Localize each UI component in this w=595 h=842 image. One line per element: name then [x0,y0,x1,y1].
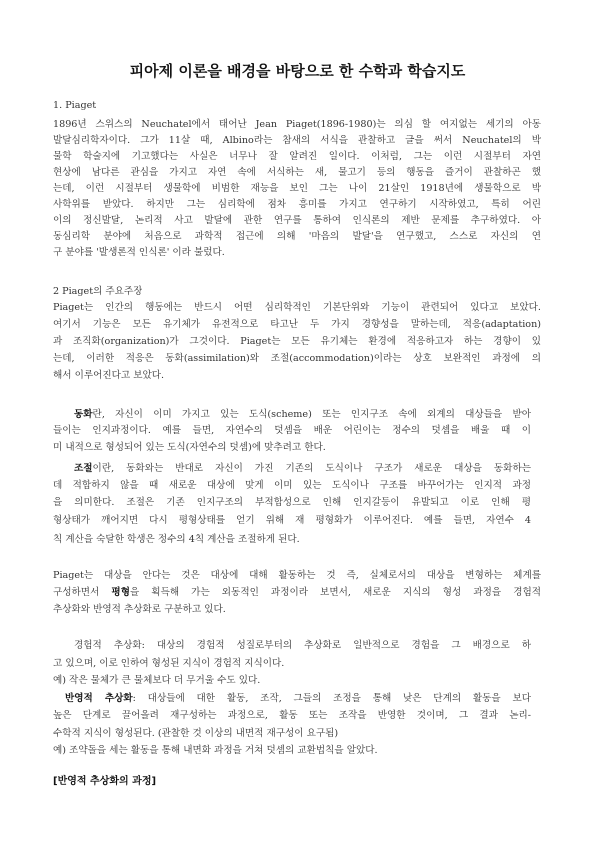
paragraph-line: 1896년 스위스의 Neuchatel에서 태어난 Jean Piaget(1896-1980)는 의심 할 여지없는 세기의 아동 [53,119,541,130]
paragraph-line: 들이는 인지과정이다. 예를 들면, 자연수의 덧셈을 배운 어린이는 정수의 덧셈을 배울 때 이 [53,425,531,436]
paragraph-line: 수학적 지식이 형성된다. (관찰한 것 이상의 내면적 재구성이 요구됨) [53,728,339,739]
section-heading-piaget: 1. Piaget [53,100,97,111]
paragraph-line: 높은 단계로 끌어올려 재구성하는 과정으로, 활동 또는 조작을 반영한 것이며, 그 결과 논리- [53,710,531,721]
equilibrium-line [53,584,541,598]
empirical-abstraction-line: 경험적 추상화: 대상의 경험적 성질로부터의 추상화로 일반적으로 경험을 그 배경으로 하 [74,640,531,651]
paragraph-line: 고 있으며, 이로 인하여 형성된 지식이 경험적 지식이다. [53,658,285,669]
paragraph-line: 사학위를 받았다. 하지만 그는 심리학에 점차 흥미를 가지고 연구하기 시작하였고, 특히 어린 [53,199,541,210]
reflective-abstraction-text: : 대상들에 대한 활동, 조작, 그들의 조정을 통해 낮은 단계의 활동을 보다 [132,693,531,704]
paragraph-line: 동심리학 분야에 처음으로 과학적 접근에 의해 '마음의 발달'을 연구했고, 스스로 자신의 연 [53,231,541,242]
keyword-equilibrium: 평형 [111,587,130,598]
paragraph-line: 칙 계산을 숙달한 학생은 정수의 4칙 계산을 조절하게 된다. [53,534,300,545]
accommodation-line [74,460,531,474]
keyword-accommodation: 조절 [74,463,93,474]
paragraph-line: 현상에 남다른 관심을 가지고 자연 속에 서식하는 새, 물고기 등의 행동을 즐거이 관찰하곤 했 [53,167,541,178]
assimilation-line [74,406,531,420]
equilibrium-text-a: 구성하면서 [53,587,112,598]
keyword-reflective-abstraction: 반영적 추상화 [65,693,133,704]
paragraph-line: 미 내적으로 형성되어 있는 도식(자연수의 덧셈)에 맞추려고 한다. [53,442,326,453]
equilibrium-text-b: 을 획득해 가는 외동적인 과정이라 보면서, 새로운 지식의 형성 과정을 경험적 [129,587,541,598]
paragraph-line: 물학 학술지에 기고했다는 사실은 너무나 잘 알려진 일이다. 이처럼, 그는 이런 시절부터 자연 [53,151,541,162]
paragraph-line: 형상태가 깨어지면 다시 평형상태를 얻기 위해 재 평형화가 이루어진다. 예를 들면, 자연수 4 [53,515,531,526]
keyword-assimilation: 동화 [74,409,93,420]
example-line: 예) 조약돌을 세는 활동을 통해 내면화 과정을 거쳐 덧셈의 교환법칙을 알았다. [53,745,378,756]
paragraph-line: 는데, 이런 시절부터 생물학에 비범한 재능을 보인 그는 나이 21살인 1918년에 생물학으로 박 [53,183,541,194]
page-title: 피아제 이론을 배경을 바탕으로 한 수학과 학습지도 [129,62,466,80]
assimilation-text: 란, 자신이 이미 가지고 있는 도식(scheme) 또는 인지구조 속에 외계의 대상들을 받아 [92,409,531,420]
paragraph-line: 데 적합하지 않을 때 새로운 대상에 맞게 이미 있는 도식이나 구조를 바꾸어가는 인지적 과정 [53,480,531,491]
paragraph-line: 발달심리학자이다. 그가 11살 때, Albino라는 참새의 서식을 관찰하고 글을 써서 Neuchatel의 박 [53,135,541,146]
paragraph-line: 을 의미한다. 조절은 기존 인지구조의 부적합성으로 인해 인지갈등이 유발되고 이로 인해 평 [53,497,531,508]
section-heading-reflective-process: [반영적 추상화의 과정] [53,776,157,787]
paragraph-line: 여기서 기능은 모든 유기체가 유전적으로 타고난 두 가지 경향성을 말하는데, 적응(adaptation) [53,319,541,330]
paragraph-line: 는데, 이러한 적응은 동화(assimilation)와 조절(accommodation)이라는 상호 보완적인 과정에 의 [53,353,541,364]
reflective-abstraction-line [65,690,531,704]
paragraph-line: 추상화와 반영적 추상화로 구분하고 있다. [53,604,226,615]
paragraph-line: 구 분야를 '발생론적 인식론' 이라 불렀다. [53,247,225,258]
example-line: 예) 작은 물체가 큰 물체보다 더 무거울 수도 있다. [53,675,261,686]
paragraph-line: Piaget는 인간의 행동에는 반드시 어떤 심리학적인 기본단위와 기능이 관련되어 있다고 보았다. [53,302,541,313]
accommodation-text: 이란, 동화와는 반대로 자신이 가진 기존의 도식이나 구조가 새로운 대상을 동화하는 [92,463,531,474]
paragraph-line: 과 조직화(organization)가 그것이다. Piaget는 모든 유기체는 환경에 적응하고자 하는 경향이 있 [53,336,541,347]
paragraph-line: 이의 정신발달, 논리적 사고 발달에 관한 연구를 통하여 인식론의 제반 문제를 추구하였다. 아 [53,215,541,226]
paragraph-line: 해서 이루어진다고 보았다. [53,370,165,381]
paragraph-line: Piaget는 대상을 안다는 것은 대상에 대해 활동하는 것 즉, 실체로서의 대상을 변형하는 체계를 [53,570,541,581]
section-heading-claims: 2 Piaget의 주요주장 [53,286,143,297]
